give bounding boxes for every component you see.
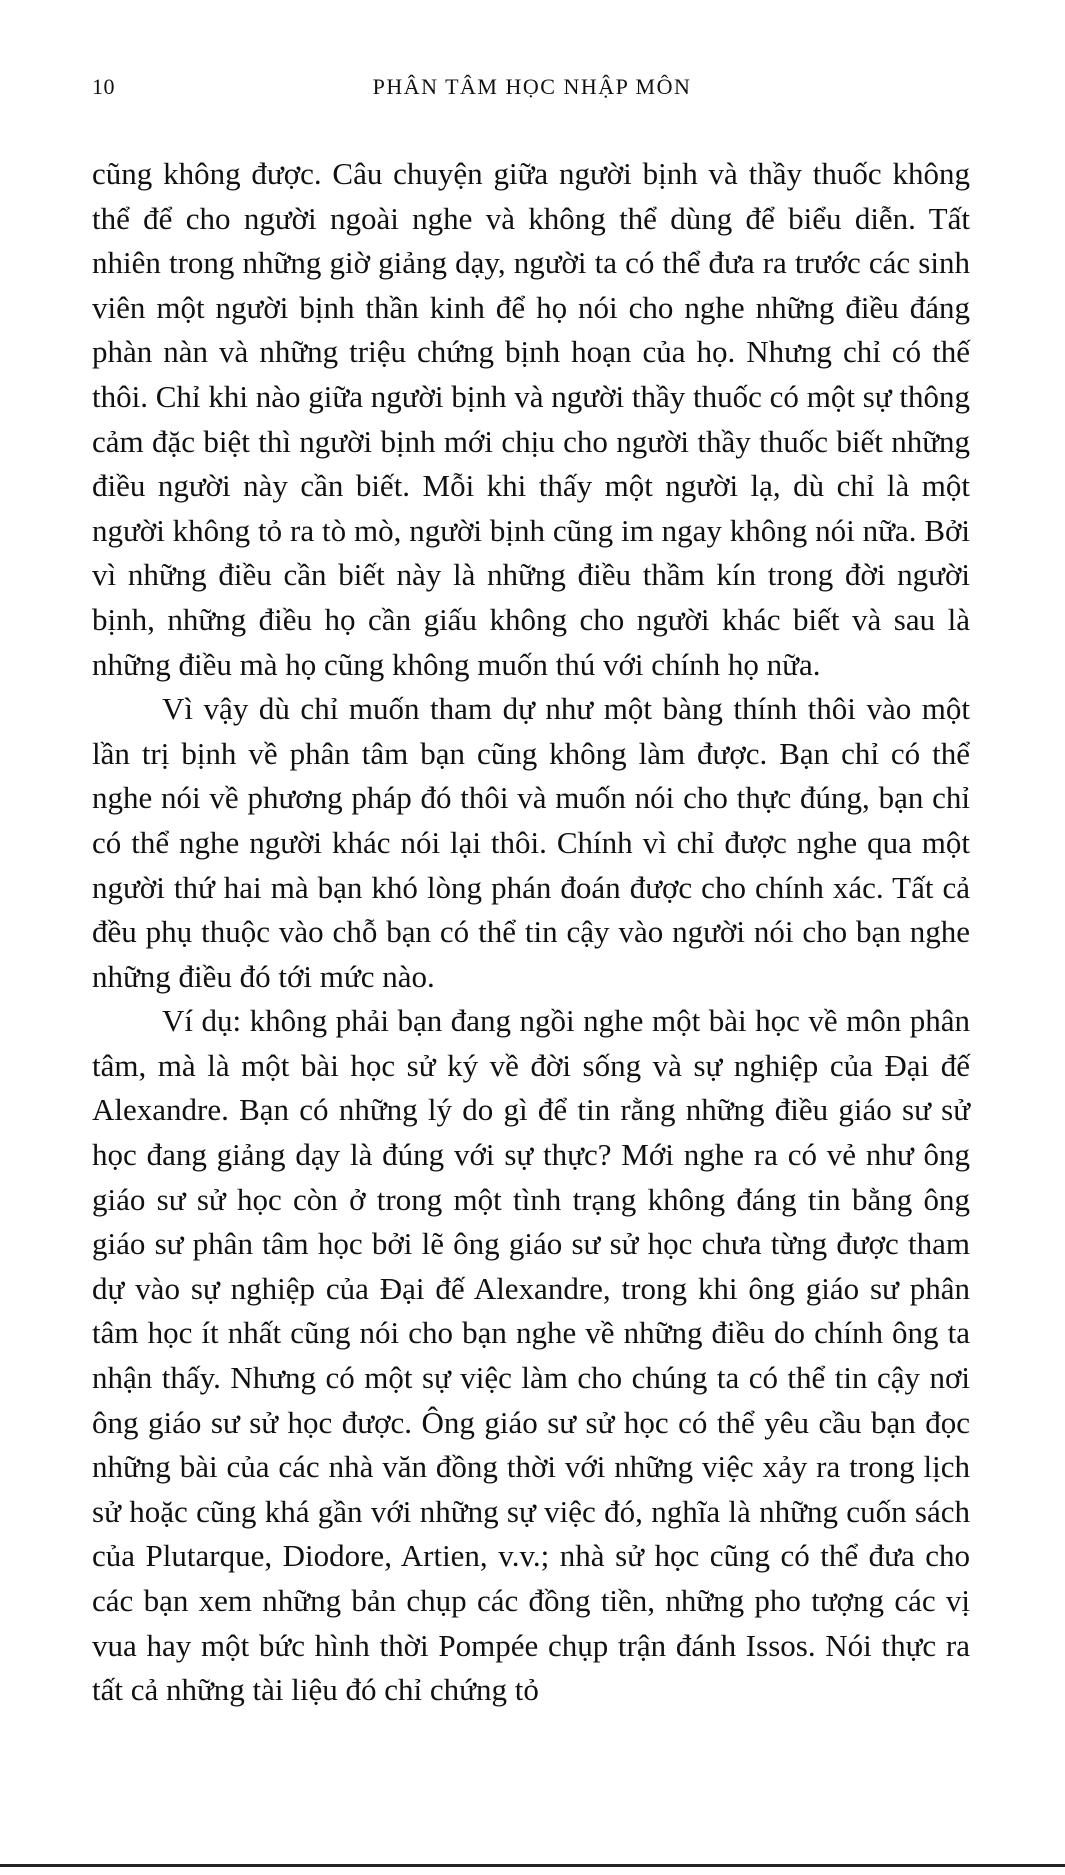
scan-edge-line bbox=[0, 1864, 1065, 1867]
page-number: 10 bbox=[92, 74, 115, 99]
paragraph-2: Vì vậy dù chỉ muốn tham dự như một bàng thính thôi vào một lần trị bịnh về phân tâm bạn cũng không làm được. Bạn chỉ có thể nghe nói về phương pháp đó thôi và muốn nói cho thực đúng, bạn chỉ có thể nghe người khác nói lại thôi. Chính vì chỉ được nghe qua một người thứ hai mà bạn khó lòng phán đoán được cho chính xác. Tất cả đều phụ thuộc vào chỗ bạn có thể tin cậy vào người nói cho bạn nghe những điều đó tới mức nào. bbox=[92, 691, 970, 994]
paragraph-3: Ví dụ: không phải bạn đang ngồi nghe một bài học về môn phân tâm, mà là một bài học sử ký về đời sống và sự nghiệp của Đại đế Alexandre. Bạn có những lý do gì để tin rằng những điều giáo sư sử học đang giảng dạy là đúng với sự thực? Mới nghe ra có vẻ như ông giáo sư sử học còn ở trong một tình trạng không đáng tin bằng ông giáo sư phân tâm học bởi lẽ ông giáo sư sử học chưa từng được tham dự vào sự nghiệp của Đại đế Alexandre, trong khi ông giáo sư phân tâm học ít nhất cũng nói cho bạn nghe về những điều do chính ông ta nhận thấy. Nhưng có một sự việc làm cho chúng ta có thể tin cậy nơi ông giáo sư sử học được. Ông giáo sư sử học có thể yêu cầu bạn đọc những bài của các nhà văn đồng thời với những việc xảy ra trong lịch sử hoặc cũng khá gần với những sự việc đó, nghĩa là những cuốn sách của Plutarque, Diodore, Artien, v.v.; nhà sử học cũng có thể đưa cho các bạn xem những bản chụp các đồng tiền, những pho tượng các vị vua hay một bức hình thời Pompée chụp trận đánh Issos. Nói thực ra tất cả những tài liệu đó chỉ chứng tỏ bbox=[92, 1003, 970, 1708]
page-header bbox=[92, 74, 972, 108]
running-head: PHÂN TÂM HỌC NHẬP MÔN bbox=[372, 74, 692, 99]
body-text bbox=[92, 152, 970, 1713]
paragraph-1: cũng không được. Câu chuyện giữa người bịnh và thầy thuốc không thể để cho người ngoài nghe và không thể dùng để biểu diễn. Tất nhiên trong những giờ giảng dạy, người ta có thể đưa ra trước các sinh viên một người bịnh thần kinh để họ nói cho nghe những điều đáng phàn nàn và những triệu chứng bịnh hoạn của họ. Nhưng chỉ có thế thôi. Chỉ khi nào giữa người bịnh và người thầy thuốc có một sự thông cảm đặc biệt thì người bịnh mới chịu cho người thầy thuốc biết những điều người này cần biết. Mỗi khi thấy một người lạ, dù chỉ là một người không tỏ ra tò mò, người bịnh cũng im ngay không nói nữa. Bởi vì những điều cần biết này là những điều thầm kín trong đời người bịnh, những điều họ cần giấu không cho người khác biết và sau là những điều mà họ cũng không muốn thú với chính họ nữa. bbox=[92, 156, 970, 682]
